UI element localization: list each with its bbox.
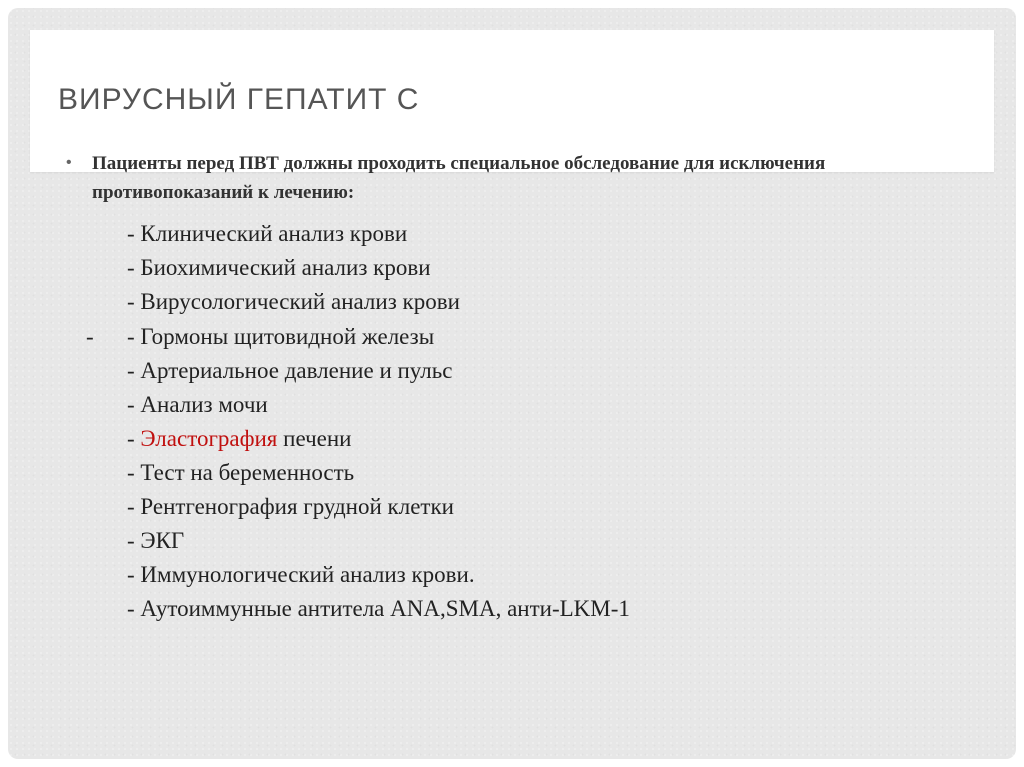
outer-dash: - — [86, 324, 94, 349]
list-item: - Вирусологический анализ крови — [127, 289, 460, 314]
list-item: - Иммунологический анализ крови. — [127, 562, 475, 587]
slide-title: ВИРУСНЫЙ ГЕПАТИТ С — [58, 83, 420, 116]
list-item: - Артериальное давление и пульс — [127, 358, 453, 383]
list-item: - Биохимический анализ крови — [127, 255, 431, 280]
list-item: - Тест на беременность — [127, 460, 355, 485]
item-suffix: печени — [277, 426, 352, 451]
list-item: - ЭКГ — [127, 528, 185, 553]
intro-bullet — [66, 149, 902, 207]
list-item: - Рентгенография грудной клетки — [127, 494, 454, 519]
list-item: - Анализ мочи — [127, 392, 268, 417]
bullet-icon: • — [66, 154, 72, 171]
intro-text: Пациенты перед ПВТ должны проходить специальное обследование для исключения противопоказаний к лечению: — [92, 153, 826, 203]
item-prefix: - — [127, 426, 141, 451]
list-item: - Аутоиммунные антитела ANA,SMA, анти-LKM-1 — [127, 596, 630, 621]
list-item — [127, 426, 351, 452]
list-item: - Гормоны щитовидной железы — [127, 324, 435, 349]
highlight-text: Эластография — [140, 426, 278, 451]
list-item: - Клинический анализ крови — [127, 221, 408, 246]
